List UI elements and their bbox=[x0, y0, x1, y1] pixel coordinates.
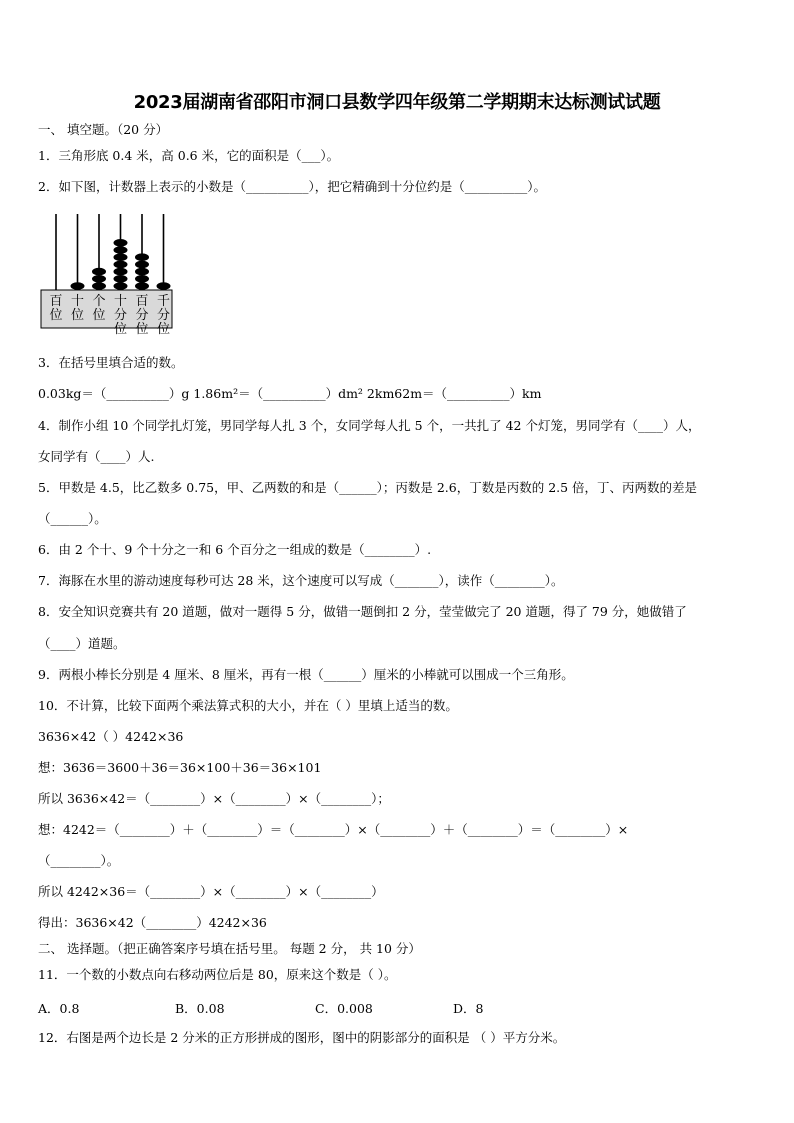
question-7: 7．海豚在水里的游动速度每秒可达 28 米，这个速度可以写成（_______），读作（________）。 bbox=[38, 573, 564, 588]
abacus-drawing bbox=[40, 214, 174, 344]
abacus-label: 分 bbox=[113, 308, 128, 323]
question-10-think-2-cont: （________）。 bbox=[38, 853, 120, 868]
abacus-label: 位 bbox=[70, 308, 85, 323]
question-10-result: 得出：3636×42（________）4242×36 bbox=[38, 915, 267, 930]
question-9: 9．两根小棒长分别是 4 厘米、8 厘米，再有一根（______）厘米的小棒就可以围成一个三角形。 bbox=[38, 667, 574, 682]
abacus-bead bbox=[114, 239, 128, 247]
question-10: 10．不计算，比较下面两个乘法算式积的大小，并在（ ）里填上适当的数。 bbox=[38, 698, 458, 713]
abacus-label: 十 bbox=[113, 294, 128, 309]
abacus-label: 位 bbox=[92, 308, 106, 323]
question-8-line-1: 8．安全知识竞赛共有 20 道题，做对一题得 5 分，做错一题倒扣 2 分，莹莹做完了 20 道题，得了 79 分，她做错了 bbox=[38, 604, 687, 619]
question-11: 11．一个数的小数点向右移动两位后是 80，原来这个数是（ ）。 bbox=[38, 967, 397, 982]
abacus-bead bbox=[135, 261, 149, 269]
abacus-label: 位 bbox=[113, 322, 128, 337]
question-10-so-1: 所以 3636×42＝（________）×（________）×（________）； bbox=[38, 791, 390, 806]
abacus-bead bbox=[92, 282, 106, 290]
abacus-bead bbox=[135, 268, 149, 276]
abacus-figure bbox=[40, 214, 174, 344]
question-4-line-2: 女同学有（____）人. bbox=[38, 449, 155, 464]
question-3: 3．在括号里填合适的数。 bbox=[38, 355, 184, 370]
question-6: 6．由 2 个十、9 个十分之一和 6 个百分之一组成的数是（________）. bbox=[38, 542, 432, 557]
abacus-label: 千 bbox=[156, 294, 171, 309]
question-10-compare: 3636×42（ ）4242×36 bbox=[38, 729, 184, 744]
abacus-bead bbox=[114, 268, 128, 276]
page-title: 2023届湖南省邵阳市洞口县数学四年级第二学期期末达标测试试题 bbox=[133, 92, 661, 113]
abacus-bead bbox=[157, 282, 171, 290]
question-8-line-2: （____）道题。 bbox=[38, 636, 126, 651]
abacus-label: 个 bbox=[92, 294, 106, 309]
question-5-line-2: （______）。 bbox=[38, 511, 107, 526]
abacus-bead bbox=[114, 261, 128, 269]
section-heading-choice: 二、 选择题。（把正确答案序号填在括号里。 每题 2 分， 共 10 分） bbox=[38, 941, 421, 956]
question-10-think-1: 想：3636＝3600＋36＝36×100＋36＝36×101 bbox=[38, 760, 322, 775]
abacus-label: 位 bbox=[156, 322, 171, 337]
abacus-label: 位 bbox=[135, 322, 149, 337]
question-2: 2．如下图，计数器上表示的小数是（__________），把它精确到十分位约是（__________）。 bbox=[38, 179, 546, 194]
option-a: A．0.8 bbox=[38, 1001, 80, 1016]
question-12: 12．右图是两个边长是 2 分米的正方形拼成的图形，图中的阴影部分的面积是 （ ）平方分米。 bbox=[38, 1030, 566, 1045]
question-10-so-2: 所以 4242×36＝（________）×（________）×（________） bbox=[38, 884, 384, 899]
abacus-bead bbox=[135, 275, 149, 283]
abacus-label: 百 bbox=[49, 294, 63, 309]
question-1: 1．三角形底 0.4 米，高 0.6 米，它的面积是（___）。 bbox=[38, 148, 340, 163]
abacus-bead bbox=[71, 282, 85, 290]
question-10-think-2: 想：4242＝（________）＋（________）＝（________）×（________）＋（________）＝（________）× bbox=[38, 822, 629, 837]
question-3-items: 0.03kg＝（__________）g 1.86m²＝（__________）dm² 2km62m＝（__________）km bbox=[38, 386, 542, 401]
question-5-line-1: 5．甲数是 4.5，比乙数多 0.75，甲、乙两数的和是（______）；丙数是 2.6，丁数是丙数的 2.5 倍，丁、丙两数的差是 bbox=[38, 480, 698, 495]
option-c: C．0.008 bbox=[315, 1001, 373, 1016]
question-4-line-1: 4．制作小组 10 个同学扎灯笼，男同学每人扎 3 个，女同学每人扎 5 个，一共扎了 42 个灯笼，男同学有（____）人， bbox=[38, 418, 701, 433]
abacus-bead bbox=[114, 253, 128, 261]
abacus-label: 百 bbox=[135, 294, 149, 309]
abacus-label: 位 bbox=[49, 308, 63, 323]
abacus-bead bbox=[114, 282, 128, 290]
abacus-bead bbox=[114, 275, 128, 283]
abacus-label: 十 bbox=[70, 294, 85, 309]
option-d: D．8 bbox=[453, 1001, 484, 1016]
abacus-bead bbox=[135, 282, 149, 290]
option-b: B．0.08 bbox=[175, 1001, 225, 1016]
section-heading-fill-blank: 一、 填空题。（20 分） bbox=[38, 122, 169, 137]
abacus-bead bbox=[92, 268, 106, 276]
abacus-label: 分 bbox=[135, 308, 149, 323]
abacus-label: 分 bbox=[156, 308, 171, 323]
abacus-bead bbox=[92, 275, 106, 283]
abacus-bead bbox=[135, 253, 149, 261]
abacus-bead bbox=[114, 246, 128, 254]
